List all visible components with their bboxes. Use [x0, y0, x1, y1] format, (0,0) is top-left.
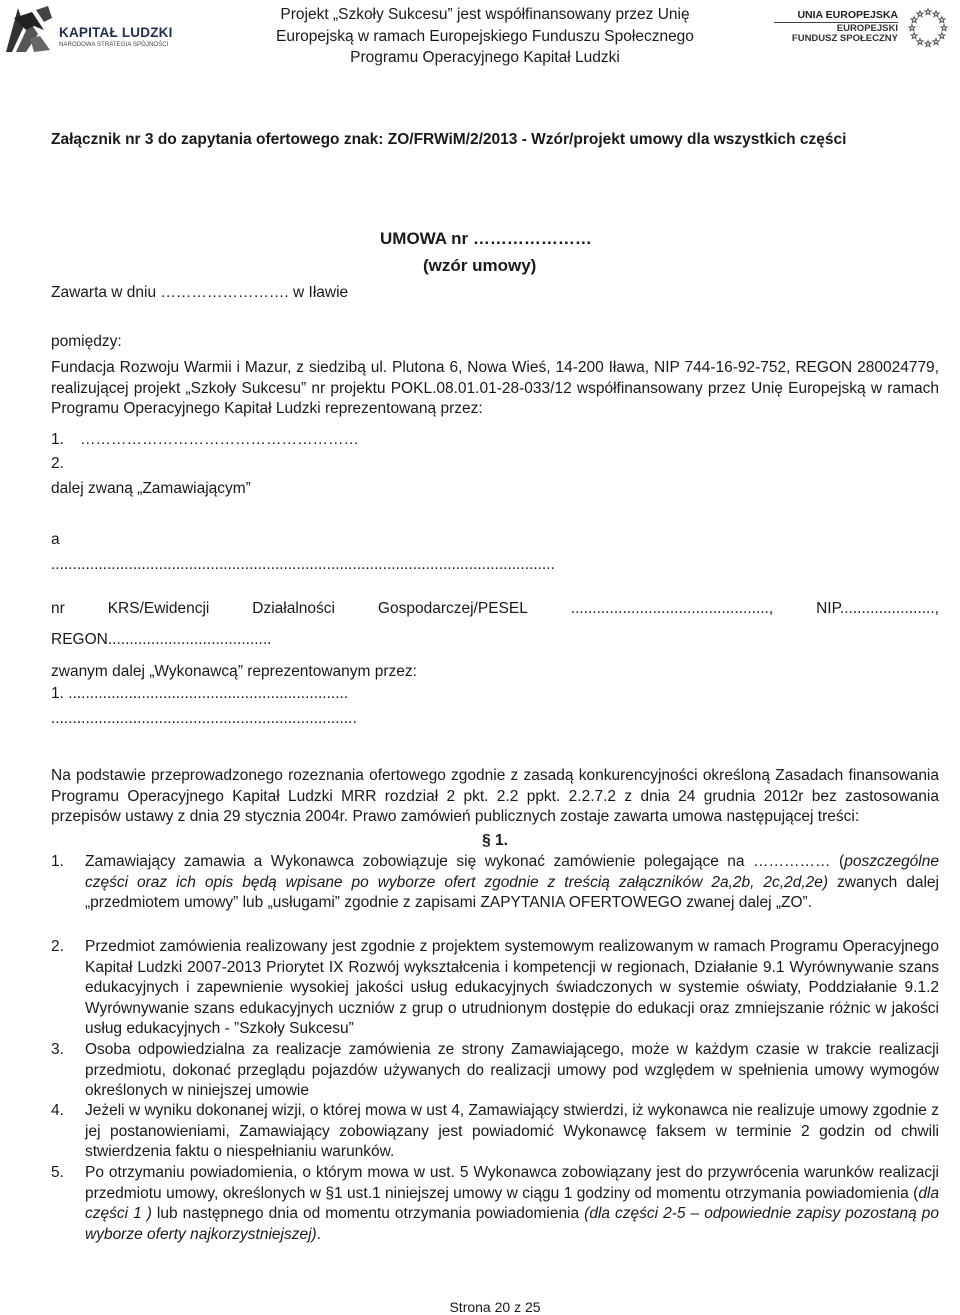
kapital-ludzki-logo	[4, 4, 174, 54]
eu-star-icon	[939, 33, 945, 39]
item-3-text: Osoba odpowiedzialna za realizacje zamówienia ze strony Zamawiającego, może w każdym czasie w trakcie realizacji przedmiotu, dokonać przeglądu pojazdów używanych do realizacji umowy pod względem w spełnienia umowy wymogów określonych w niniejszej umowie	[85, 1041, 939, 1099]
item-1-number: 1.	[51, 853, 64, 870]
header-project-text	[270, 4, 700, 69]
contract-subtitle: (wzór umowy)	[423, 256, 537, 275]
item-1-text	[85, 852, 939, 914]
item-5-text-c: lub następnego dnia od momentu otrzymania powiadomienia	[151, 1205, 585, 1222]
krs-dots: ..............................................,	[570, 600, 774, 617]
and-label: a	[51, 531, 60, 548]
eu-star-icon	[917, 11, 923, 17]
rep1-number: 1.	[51, 431, 64, 448]
list-item	[51, 1101, 939, 1163]
eu-logo-line-2: EUROPEJSKI	[836, 22, 898, 34]
header-line-3: Programu Operacyjnego Kapitał Ludzki	[350, 49, 620, 66]
item-4-number: 4.	[51, 1102, 64, 1119]
item-5-text-italic-2: (dla części 2-5 – odpowiednie zapisy pozostaną po wyborze oferty najkorzystniejszej)	[85, 1205, 940, 1243]
eu-star-icon	[911, 33, 917, 39]
kapital-ludzki-emblem-icon	[4, 4, 56, 56]
eu-logo-line-3: FUNDUSZ SPOŁECZNY	[791, 33, 898, 44]
eu-star-icon	[911, 17, 917, 23]
eu-star-icon	[917, 39, 923, 45]
krs-word-2: KRS/Ewidencji	[107, 600, 210, 617]
krs-word-3: Działalności	[252, 600, 335, 617]
eu-star-icon	[941, 25, 947, 31]
regon-field: REGON......................................	[51, 631, 272, 648]
section-heading: § 1.	[482, 832, 508, 849]
krs-word-1: nr	[51, 600, 65, 617]
party1-called: dalej zwaną „Zamawiającym”	[51, 480, 251, 497]
eu-star-icon	[933, 11, 939, 17]
item-5-number: 5.	[51, 1164, 64, 1181]
eu-star-icon	[939, 17, 945, 23]
rep-line-2: .......................................................................	[51, 710, 357, 727]
item-5-text-italic-1: dla części 1 )	[85, 1184, 939, 1222]
party2-dots: .....................................................................................................................	[51, 556, 555, 573]
item-5-text-a: Po otrzymaniu powiadomienia, o którym mowa w ust. 5 Wykonawca zobowiązany jest do przywrócenia warunków realizacji przedmiotu umowy, określonych w §1 ust.1 niniejszej umowy w ciągu 1 godziny od momentu otrzymania powiadomienia (	[85, 1164, 939, 1202]
krs-line	[51, 599, 939, 620]
between-label: pomiędzy:	[51, 333, 122, 350]
eu-logo-line-1: UNIA EUROPEJSKA	[797, 9, 898, 21]
item-4-text: Jeżeli w wyniku dokonanej wizji, o której mowa w ust 4, Zamawiający stwierdzi, iż wykonawca nie realizuje umowy zgodnie z jej postanowieniami, Zamawiający zobowiązany jest powiadomić Wykonawcę faksem w terminie 2 godzin od chwili stwierdzenia faktu o niespełnianiu warunków.	[85, 1102, 939, 1160]
list-item	[51, 1163, 939, 1245]
rep-line-1: 1. .................................................................	[51, 685, 349, 702]
eu-star-icon	[925, 41, 931, 47]
item-5-text-e: .	[316, 1225, 322, 1243]
eu-star-icon	[925, 9, 931, 15]
list-item	[51, 852, 939, 914]
nip-field: NIP......................,	[816, 600, 939, 617]
item-1-text-a: Zamawiający zamawia a Wykonawca zobowiązuje się wykonać zamówienie polegające na …………… (	[85, 853, 845, 870]
item-1-text-italic: poszczególne części oraz ich opis będą wpisane po wyborze ofert zgodnie z treścią załączników 2a,2b, 2c,2d,2e)	[85, 853, 939, 891]
rep1-dots: ………………………………………………	[80, 431, 359, 448]
header-line-1: Projekt „Szkoły Sukcesu” jest współfinansowany przez Unię	[280, 6, 690, 23]
item-2-text: Przedmiot zamówienia realizowany jest zgodnie z projektem systemowym realizowanym w ramach Programu Operacyjnego Kapitał Ludzki 2007-2013 Priorytet IX Rozwój wykształcenia i kompetencji w regionach, Działanie 9.1 Wyrównywanie szans edukacyjnych i zapewnienie wysokiej jakości usług edukacyjnych świadczonych w systemie oświaty, Poddziałanie 9.1.2 Wyrównywanie szans edukacyjnych uczniów z grup o utrudnionym dostępie do edukacji oraz zmniejszanie różnic w jakości usług edukacyjnych - ”Szkoły Sukcesu”	[85, 938, 939, 1037]
basis-paragraph: Na podstawie przeprowadzonego rozeznania ofertowego zgodnie z zasadą konkurencyjności określoną Zasadach finansowania Programu Operacyjnego Kapitał Ludzki MRR rozdział 2 pkt. 2.2 ppkt. 2.2.7.2 z dnia 24 grudnia 2012r bez zastosowania przepisów ustawy z dnia 29 stycznia 2004r. Prawo zamówień publicznych zostaje zawarta umowa następującej treści:	[51, 767, 939, 825]
list-item	[51, 1040, 939, 1102]
eu-logo	[770, 10, 960, 52]
kl-logo-title: KAPITAŁ LUDZKI	[59, 25, 173, 40]
list-item	[51, 937, 939, 1040]
header-line-2: Europejską w ramach Europejskiego Funduszu Społecznego	[276, 27, 694, 45]
contract-title: UMOWA nr …………………	[380, 229, 592, 248]
item-2-number: 2.	[51, 938, 64, 955]
eu-flag-icon	[903, 6, 953, 50]
eu-star-icon	[933, 39, 939, 45]
kl-logo-subtitle: NARODOWA STRATEGIA SPÓJNOŚCI	[59, 42, 169, 48]
concluded-line: Zawarta w dniu ……………………. w Iławie	[51, 284, 349, 301]
party1-paragraph: Fundacja Rozwoju Warmii i Mazur, z siedzibą ul. Plutona 6, Nowa Wieś, 14-200 Iława, NIP 744-16-92-752, REGON 280024779, realizującej projekt „Szkoły Sukcesu” nr projektu POKL.08.01.01-28-033/12 współfinansowany przez Unię Europejską w ramach Programu Operacyjnego Kapitał Ludzki reprezentowaną przez:	[51, 359, 939, 417]
party2-called: zwanym dalej „Wykonawcą” reprezentowanym przez:	[51, 663, 417, 680]
krs-word-4: Gospodarczej/PESEL	[377, 600, 528, 617]
item-3-number: 3.	[51, 1041, 64, 1058]
eu-star-icon	[909, 25, 915, 31]
attachment-title: Załącznik nr 3 do zapytania ofertowego znak: ZO/FRWiM/2/2013 - Wzór/projekt umowy dla wszystkich części	[51, 131, 847, 148]
page-number: Strona 20 z 25	[449, 1299, 541, 1315]
item-5-text	[85, 1163, 939, 1245]
rep2-number: 2.	[51, 455, 64, 472]
item-1-text-c: zwanych dalej „przedmiotem umowy” lub „usługami” zgodnie z zapisami ZAPYTANIA OFERTOWEGO zwanej dalej „ZO”.	[85, 873, 939, 911]
